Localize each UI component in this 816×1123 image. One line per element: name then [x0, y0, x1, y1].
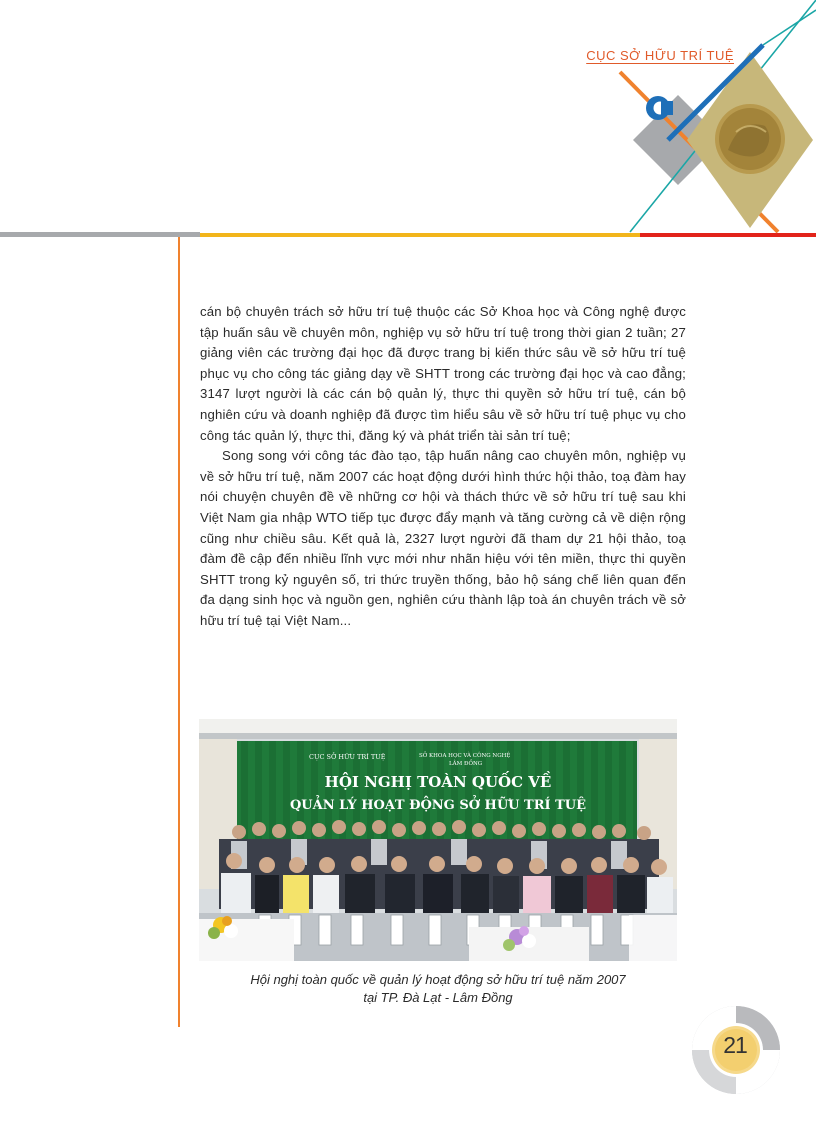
running-header-org-name: CỤC SỞ HỮU TRÍ TUỆ — [586, 48, 734, 63]
photo-caption — [199, 971, 677, 1007]
photo-illustration — [199, 719, 677, 961]
page-number: 21 — [723, 1032, 747, 1058]
body-text — [200, 302, 686, 632]
banner-title-line-2: QUẢN LÝ HOẠT ĐỘNG SỞ HỮU TRÍ TUỆ — [289, 798, 587, 813]
caption-line-2: tại TP. Đà Lạt - Lâm Đồng — [363, 990, 513, 1005]
banner-text-right-1: SỞ KHOA HỌC VÀ CÔNG NGHỆ — [419, 753, 511, 759]
banner-title-line-1: HỘI NGHỊ TOÀN QUỐC VỀ — [324, 773, 552, 791]
paragraph-1: cán bộ chuyên trách sở hữu trí tuệ thuộc các Sở Khoa học và Công nghệ được tập huấn sâu về chuyên môn, nghiệp vụ sở hữu trí tuệ trong thời gian 2 tuần; 27 giảng viên các trường đại học đã được trang bị kiến thức sâu về sở hữu trí tuệ phục vụ cho công tác giảng dạy về SHTT trong các trường đại học và cao đẳng; 3147 lượt người là các cán bộ quản lý, thực thi quyền sở hữu trí tuệ, cán bộ nghiên cứu và doanh nghiệp đã được tìm hiểu sâu về sở hữu trí tuệ phục vụ cho công tác quản lý, thực thi, đăng ký và phát triển tài sản trí tuệ; — [200, 304, 686, 443]
paragraph-2: Song song với công tác đào tạo, tập huấn nâng cao chuyên môn, nghiệp vụ về sở hữu trí tuệ, năm 2007 các hoạt động dưới hình thức hội thảo, toạ đàm hay nói chuyện chuyên đề về những cơ hội và thách thức về sở hữu trí tuệ sau khi Việt Nam gia nhập WTO tiếp tục được đẩy mạnh và tăng cường cả về diện rộng cũng như chiều sâu. Kết quả là, 2327 lượt người đã tham dự 21 hội thảo, toạ đàm đề cập đến nhiều lĩnh vực mới như nhãn hiệu với tên miền, thực thi quyền SHTT trong kỷ nguyên số, tri thức truyền thống, bảo hộ sáng chế liên quan đến đa dạng sinh học và nguồn gen, nghiên cứu thành lập toà án chuyên trách về sở hữu trí tuệ tại Việt Nam... — [200, 448, 686, 628]
header-emblem-art — [560, 0, 816, 240]
header-rule-grey — [0, 232, 200, 237]
conference-group-photo — [199, 719, 677, 961]
caption-line-1: Hội nghị toàn quốc về quản lý hoạt động sở hữu trí tuệ năm 2007 — [250, 972, 626, 987]
left-margin-rule — [178, 237, 180, 1027]
banner-text-right-2: LÂM ĐỒNG — [449, 761, 483, 767]
banner-text-left: CỤC SỞ HỮU TRÍ TUỆ — [309, 753, 386, 761]
